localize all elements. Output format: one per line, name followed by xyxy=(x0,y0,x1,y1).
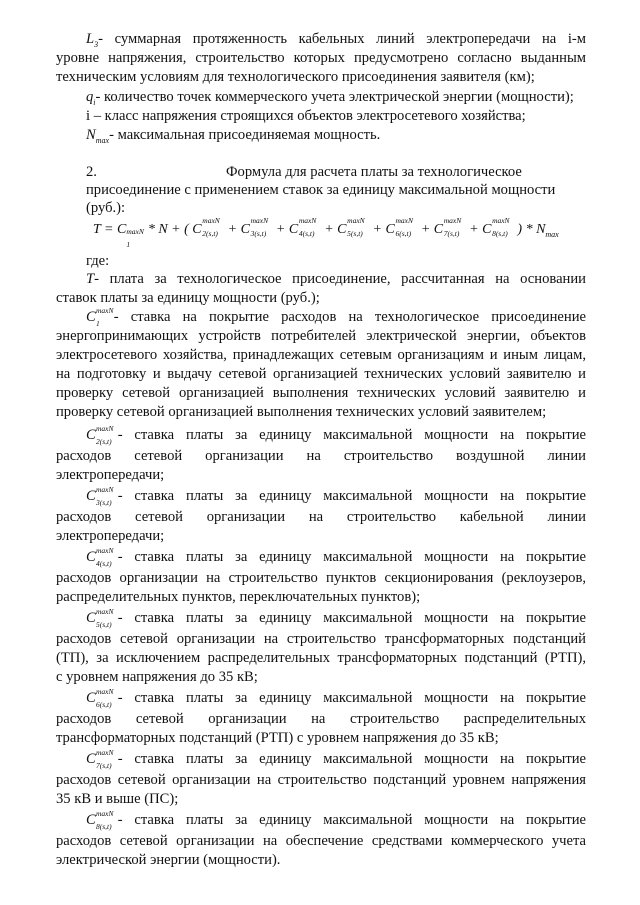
formula-c4: C maxN 4(s,t) xyxy=(288,216,317,238)
formula-c3: C maxN 3(s,t) xyxy=(240,216,269,238)
c3-definition-line2: расходов сетевой организации на строительство кабельной линии xyxy=(56,509,586,525)
l3-definition-line2: уровне напряжения, строительство которых предусмотрено согласно выданным xyxy=(56,50,586,66)
formula-c8: C maxN 8(s,t) xyxy=(482,216,510,238)
c1-definition-line3: электросетевого хозяйства, принадлежащих сетевым организациям и иным лицам, xyxy=(56,347,586,363)
gde-label: где: xyxy=(86,253,110,269)
formula-c5: C maxN 5(s,t) xyxy=(337,216,365,238)
c4-definition-line1: C maxN 4(s,t) - ставка платы за единицу максимальной мощности на покрытие xyxy=(86,546,586,568)
c3-definition-line3: электропередачи; xyxy=(56,528,165,544)
c1-definition-line6: проверку сетевой организацией выполнения технических условий заявителем; xyxy=(56,404,547,420)
c3-definition-line1: C maxN 3(s,t) - ставка платы за единицу максимальной мощности на покрытие xyxy=(86,485,586,507)
section-number: 2. xyxy=(86,164,97,180)
nmax-definition: $N_{max}-$ максимальная присоединяемая мощность. xyxy=(86,127,381,145)
c5-definition-line2: расходов сетевой организации на строительство трансформаторных подстанций xyxy=(56,631,586,647)
c2-definition-line1: C maxN 2(s,t) - ставка платы за единицу максимальной мощности на покрытие xyxy=(86,424,586,446)
t-definition-line1: T- плата за технологическое присоединение, рассчитанная на основании xyxy=(86,271,586,287)
c6-definition-line1: C maxN 6(s,t) - ставка платы за единицу максимальной мощности на покрытие xyxy=(86,687,586,709)
c6-definition-line2: расходов сетевой организации на строительство распределительных xyxy=(56,711,586,727)
c8-definition-line1: C maxN 8(s,t) - ставка платы за единицу максимальной мощности на покрытие xyxy=(86,809,586,831)
t-definition-line2: ставок платы за единицу мощности (руб.); xyxy=(56,290,320,306)
c2-definition-line3: электропередачи; xyxy=(56,467,165,483)
c5-definition-line1: C maxN 5(s,t) - ставка платы за единицу максимальной мощности на покрытие xyxy=(86,607,586,629)
q-definition: $q_i-$ количество точек коммерческого учета электрической энергии (мощности); xyxy=(86,89,574,107)
c4-definition-line3: распределительных пунктов, переключательных пунктов); xyxy=(56,589,421,605)
c7-definition-line3: 35 кВ и выше (ПС); xyxy=(56,791,179,807)
c7-definition-line2: расходов сетевой организации на строительство подстанций уровнем напряжения xyxy=(56,772,586,788)
section-title-line2: присоединение с применением ставок за единицу максимальной мощности xyxy=(86,182,556,198)
c6-definition-line3: трансформаторных подстанций (РТП) с уровнем напряжения до 35 кВ; xyxy=(56,730,499,746)
section-title-line3: (руб.): xyxy=(86,200,126,216)
formula-c7: C maxN 7(s,t) xyxy=(433,216,462,238)
formula-c2: C maxN 2(s,t) xyxy=(192,216,220,238)
c1-definition-line1: C maxN 1 - ставка на покрытие расходов на технологическое присоединение xyxy=(86,306,586,328)
formula-c6: C maxN 6(s,t) xyxy=(385,216,413,238)
c5-definition-line3: (ТП), за исключением распределительных трансформаторных подстанций (РТП), xyxy=(56,650,586,666)
tariff-formula: T = C maxN 1 * N + ( C maxN 2(s,t) + C maxN 3(s,t) + C maxN 4(s,t) + C maxN 5(s,t) + C maxN 6(s,t) + C maxN 7(s,t) + C maxN 8(s,t) ) * $N_{max}$ xyxy=(93,216,559,249)
c8-definition-line3: электрической энергии (мощности). xyxy=(56,852,281,868)
c5-definition-line4: с уровнем напряжения до 35 кВ; xyxy=(56,669,258,685)
c2-definition-line2: расходов сетевой организации на строительство воздушной линии xyxy=(56,448,586,464)
c8-definition-line2: расходов сетевой организации на обеспечение средствами коммерческого учета xyxy=(56,833,586,849)
c1-definition-line2: энергопринимающих устройств потребителей электрической энергии, объектов xyxy=(56,328,586,344)
c7-definition-line1: C maxN 7(s,t) - ставка платы за единицу максимальной мощности на покрытие xyxy=(86,748,586,770)
l3-definition-line3: техническим условиям для технологического присоединения заявителя (км); xyxy=(56,69,535,85)
i-definition: i – класс напряжения строящихся объектов электросетевого хозяйства; xyxy=(86,108,526,124)
l3-definition-line1: $L_3-$ суммарная протяженность кабельных линий электропередачи на i-м xyxy=(86,31,586,49)
c1-definition-line5: проверку сетевой организацией выполнения технических условий заявителю и xyxy=(56,385,586,401)
section-title-line1: Формула для расчета платы за технологическое xyxy=(226,164,522,180)
c1-definition-line4: на подготовку и выдачу сетевой организацией технических условий заявителю и xyxy=(56,366,586,382)
c4-definition-line2: расходов организации на строительство пунктов секционирования (реклоузеров, xyxy=(56,570,586,586)
l3-symbol: $L_3$ xyxy=(86,31,99,49)
